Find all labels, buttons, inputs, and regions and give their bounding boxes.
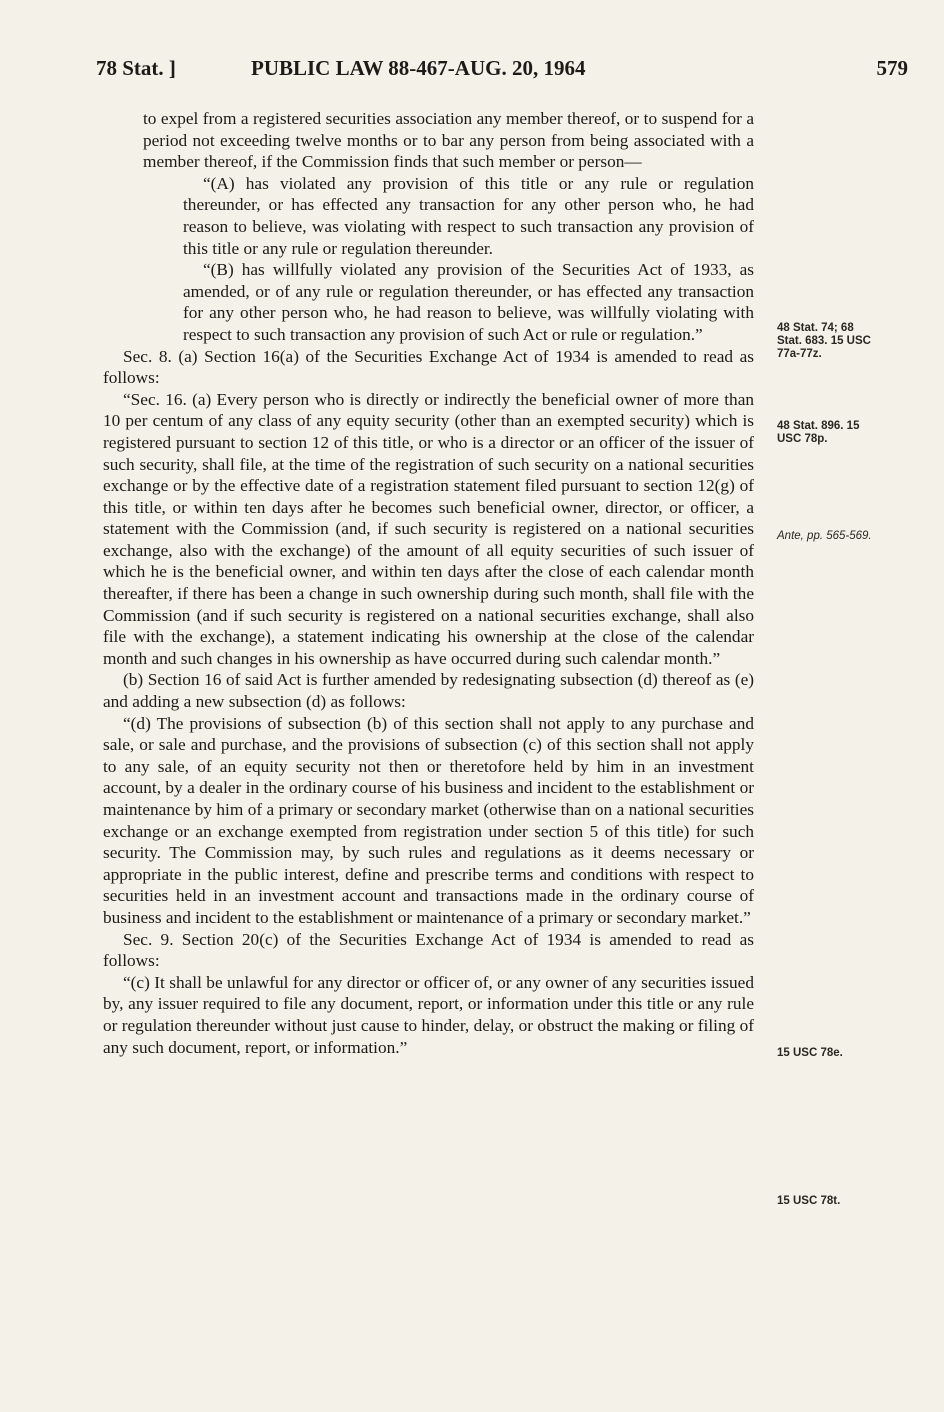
section-16b-text: (b) Section 16 of said Act is further amended by redesignating subsection (d) thereof as (e) and adding a new subsection (d) as follows: (103, 670, 754, 712)
section-9-heading: Sec. 9. Section 20(c) of the Securities Exchange Act of 1934 is amended to read as follows: (103, 929, 754, 971)
clause-b: “(B) has willfully violated any provision of the Securities Act of 1933, as amended, or of any rule or regulation thereunder, or has effected any transaction for any other person who, he had reason to believe, was willfully violating with respect to such transaction any provision of such Act or rule or regulation.” (183, 260, 754, 344)
section-16a-text: “Sec. 16. (a) Every person who is directly or indirectly the beneficial owner of more than 10 per centum of any class of any equity security (other than an exempted security) which is registered pursuant to section 12 of this title, or who is a director or an officer of the issuer of such security, shall file, at the time of the registration of such security on a national securities exchange or by the effective date of a registration statement filed pursuant to section 12(g) of this title, or within ten days after he becomes such beneficial owner, director, or officer, a statement with the Commission (and, if such security is registered on a national securities exchange, also with the exchange) of the amount of all equity securities of such issuer of which he is the beneficial owner, and within ten days after the close of each calendar month thereafter, if there has been a change in such ownership during such month, shall file with the Commission (and if such security is registered on a national securities exchange, shall also file with the exchange), a statement indicating his ownership at the close of the calendar month and such changes in his ownership as have occurred during such calendar month.” (103, 389, 754, 668)
margin-note-ante: Ante, pp. 565-569. (777, 530, 872, 542)
margin-note-securities-act: 48 Stat. 74; 68 Stat. 683. 15 USC 77a-77z. (777, 322, 871, 360)
page-header (96, 56, 908, 86)
section-8-heading: Sec. 8. (a) Section 16(a) of the Securities Exchange Act of 1934 is amended to read as follows: (103, 346, 754, 388)
page-number: 579 (876, 56, 908, 80)
margin-note-exchange-act: 48 Stat. 896. 15 USC 78p. (777, 420, 860, 445)
page-title: PUBLIC LAW 88-467-AUG. 20, 1964 (251, 56, 586, 80)
section-20c-text: “(c) It shall be unlawful for any director or officer of, or any owner of any securities issued by, any issuer required to file any document, report, or information under this title or any rule or regulation thereunder without just cause to hinder, delay, or obstruct the making or filing of any such document, report, or information.” (103, 972, 754, 1057)
document-body (103, 108, 754, 1058)
section-16d-text: “(d) The provisions of subsection (b) of this section shall not apply to any purchase and sale, or sale and purchase, and the provisions of subsection (c) of this section shall not apply to any sale, of an equity security not then or theretofore held by him in an investment account, by a dealer in the ordinary course of his business and incident to the establishment or maintenance by him of a primary or secondary market (otherwise than on a national securities exchange or an exchange exempted from registration under section 5 of this title) for such security. The Commission may, by such rules and regulations as it deems necessary or appropriate in the public interest, define and prescribe terms and conditions with respect to securities held in an investment account and transactions made in the ordinary course of business and incident to the establishment or maintenance of a primary or secondary market.” (103, 713, 754, 927)
statute-reference: 78 Stat. ] (96, 56, 176, 80)
margin-note-78t: 15 USC 78t. (777, 1195, 841, 1207)
clause-a: “(A) has violated any provision of this title or any rule or regulation thereunder, or has effected any transaction for any other person who, he had reason to believe, was violating with respect to such transaction any provision of this title or any rule or regulation thereunder. (183, 173, 754, 258)
paragraph-continuation: to expel from a registered securities association any member thereof, or to suspend for a period not exceeding twelve months or to bar any person from being associated with a member thereof, if the Commission finds that such member or person— (143, 109, 754, 172)
margin-note-78e: 15 USC 78e. (777, 1047, 843, 1059)
